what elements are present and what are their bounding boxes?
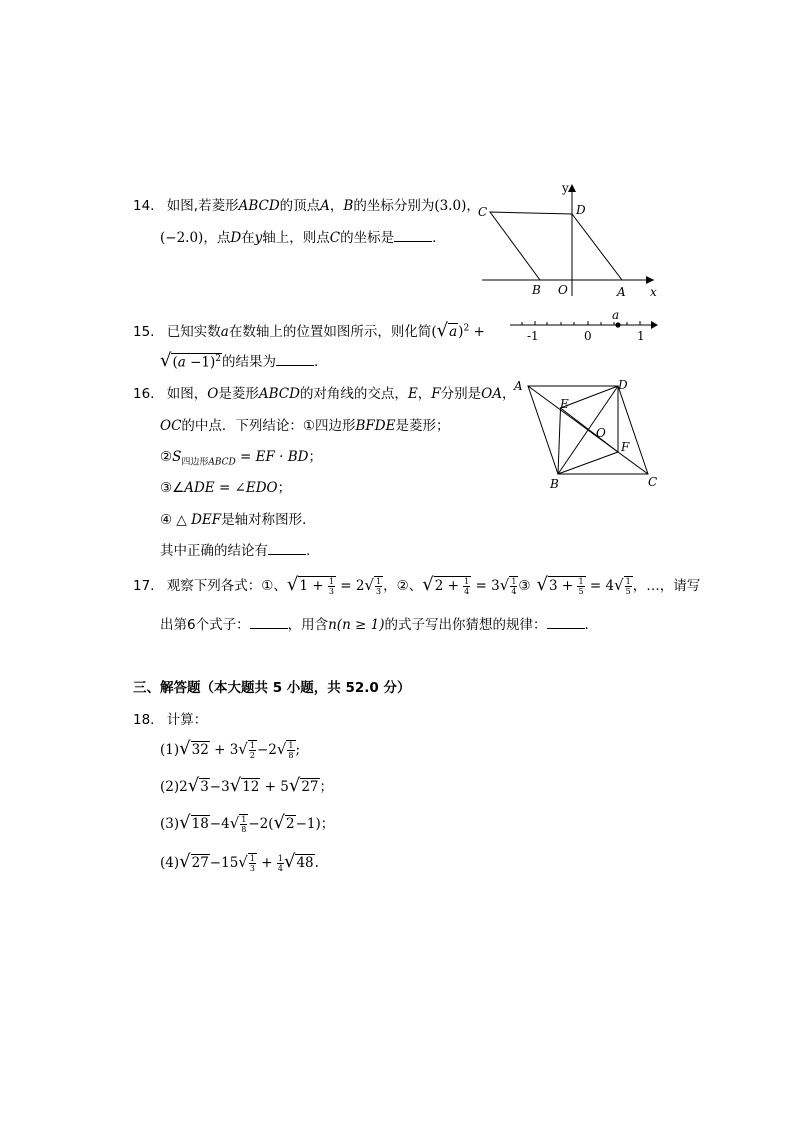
q16-bfde: BFDE bbox=[355, 418, 396, 434]
label-d: D bbox=[576, 203, 586, 217]
q15-answer-blank[interactable] bbox=[276, 353, 314, 366]
q15-expr1: $(√a)^2$ + bbox=[431, 320, 485, 341]
q14-answer-blank[interactable] bbox=[394, 229, 432, 242]
q16-text: ； bbox=[277, 480, 292, 496]
q16-item2-mark: ② bbox=[160, 449, 173, 465]
rhombus-abcd bbox=[490, 212, 622, 280]
q17-n: n bbox=[328, 617, 337, 633]
section3-title: 三、解答题（本大题共 5 小题，共 52.0 分） bbox=[133, 680, 411, 696]
q16-line2 bbox=[160, 414, 449, 434]
q16-sep: ， bbox=[417, 386, 432, 402]
q14-d: D bbox=[230, 230, 242, 246]
q17-item3-mark: ③ bbox=[518, 578, 531, 594]
q18-item2: (2)2√3−3√12 + 5√27； bbox=[160, 775, 334, 796]
q14-comma: ， bbox=[329, 198, 344, 214]
q15-text: 在数轴上的位置如图所示，则化简 bbox=[228, 324, 432, 340]
q16-text: 其中正确的结论有 bbox=[160, 543, 268, 559]
q18-item1: (1)√32 + 3√ $\frac{1}{2}$ −2√ $\frac{1}{8}$ ; bbox=[160, 738, 301, 760]
q17-cond: (n ≥ 1) bbox=[336, 617, 385, 633]
label-y: y bbox=[562, 181, 569, 195]
q18-title: 计算： bbox=[166, 712, 208, 728]
q16-s: S bbox=[172, 449, 182, 465]
q16-line1 bbox=[133, 382, 516, 402]
label-e: E bbox=[560, 397, 569, 411]
q16-def: DEF bbox=[191, 512, 222, 528]
q18-item-label: (4) bbox=[160, 855, 180, 871]
q18-heading bbox=[133, 708, 207, 728]
q16-text: 是菱形 bbox=[218, 386, 259, 402]
q15-a: a bbox=[220, 324, 229, 340]
q16-text: 的中点．下列结论：①四边形 bbox=[181, 418, 356, 434]
q16-item3-mark: ③∠ bbox=[160, 480, 185, 496]
q14-text: ，点 bbox=[203, 230, 231, 246]
q17-sep: ，②、 bbox=[383, 578, 423, 594]
q16-item4 bbox=[160, 508, 316, 528]
q18-item3: (3)√18−4√ $\frac{1}{8}$ −2(√2−1)； bbox=[160, 812, 335, 834]
q15-text: 已知实数 bbox=[166, 324, 221, 340]
q17-formula3: √3 + $\frac{1}{5}$ = 4√ $\frac{1}{5}$ bbox=[536, 574, 631, 596]
q15-period: . bbox=[314, 354, 319, 370]
q16-o: O bbox=[207, 386, 219, 402]
q18-item-label: (1) bbox=[160, 742, 180, 758]
q14-b: B bbox=[343, 198, 354, 214]
y-axis-arrow bbox=[568, 184, 576, 192]
q16-item2 bbox=[160, 445, 322, 468]
q14-y: y bbox=[254, 230, 263, 246]
q14-point-a: (3.0) bbox=[434, 198, 467, 214]
label-d: D bbox=[618, 378, 628, 392]
q14-text: 轴上，则点 bbox=[262, 230, 330, 246]
q16-e: E bbox=[407, 386, 418, 402]
q16-text: 的对角线的交点， bbox=[299, 386, 408, 402]
q15-number-line bbox=[506, 308, 662, 348]
label-c: C bbox=[648, 475, 658, 489]
q16-last bbox=[160, 539, 310, 559]
q15-number: 15. bbox=[133, 324, 155, 340]
q17-answer-blank-1[interactable] bbox=[250, 616, 288, 629]
tick-label-0: 0 bbox=[584, 329, 592, 343]
q16-s-sub: 四边形 bbox=[181, 457, 209, 468]
q18-item-label: (3) bbox=[160, 816, 180, 832]
q14-number: 14. bbox=[133, 198, 155, 214]
q17-answer-blank-2[interactable] bbox=[547, 616, 585, 629]
q16-diagram bbox=[508, 374, 668, 494]
q14-abcd: ABCD bbox=[238, 198, 280, 214]
q16-item2-eq: = EF · BD bbox=[235, 449, 309, 465]
q14-comma: ， bbox=[466, 198, 480, 214]
q14-text: 的顶点 bbox=[279, 198, 321, 214]
q14-text: 在 bbox=[241, 230, 255, 246]
label-c: C bbox=[478, 205, 488, 219]
label-a: A bbox=[514, 379, 523, 393]
q16-period: . bbox=[306, 543, 311, 559]
point-a bbox=[615, 322, 620, 327]
q17-period: . bbox=[584, 617, 589, 633]
q16-item4-mark: ④ △ bbox=[160, 512, 192, 528]
q16-item3-eq: ADE = ∠EDO bbox=[184, 480, 278, 496]
number-line-arrow bbox=[651, 321, 658, 329]
q17-text: 的式子写出你猜想的规律： bbox=[384, 617, 547, 633]
q17-line1 bbox=[133, 574, 700, 596]
q16-sep: ， bbox=[502, 386, 516, 402]
label-o: O bbox=[596, 426, 606, 440]
q17-text: ，…，请写 bbox=[632, 578, 701, 594]
segment-ef bbox=[561, 408, 619, 452]
q16-text: 分别是 bbox=[440, 386, 482, 402]
q14-text: 的坐标分别为 bbox=[353, 198, 435, 214]
x-axis-arrow bbox=[646, 276, 654, 284]
q15-text: 的结果为 bbox=[222, 354, 277, 370]
q14-text: 如图,若菱形 bbox=[166, 198, 239, 214]
q16-text: 如图， bbox=[166, 386, 208, 402]
label-a: a bbox=[612, 308, 620, 322]
q16-text: 是轴对称图形． bbox=[221, 512, 316, 528]
q17-line2 bbox=[160, 613, 589, 633]
label-o: O bbox=[558, 283, 568, 297]
q16-text: ； bbox=[308, 449, 322, 465]
label-b: B bbox=[550, 477, 559, 491]
q14-point-b: (−2.0) bbox=[160, 230, 204, 246]
label-a: A bbox=[617, 285, 626, 299]
q14-diagram bbox=[470, 178, 670, 300]
q15-line1 bbox=[133, 320, 485, 341]
q14-line1 bbox=[133, 194, 480, 214]
q17-text: 观察下列各式：①、 bbox=[166, 578, 287, 594]
tick-label-minus1: -1 bbox=[527, 329, 539, 343]
q14-line2 bbox=[160, 226, 436, 246]
q16-oc: OC bbox=[160, 418, 182, 434]
q16-oa: OA bbox=[481, 386, 502, 402]
q14-period: . bbox=[432, 230, 437, 246]
tick-label-1: 1 bbox=[637, 329, 645, 343]
q17-text: 出第6个式子： bbox=[160, 617, 250, 633]
q16-answer-blank[interactable] bbox=[268, 542, 306, 555]
q16-abcd: ABCD bbox=[258, 386, 300, 402]
label-x: x bbox=[650, 285, 657, 299]
q16-s-sub2: ABCD bbox=[208, 457, 236, 468]
q17-number: 17. bbox=[133, 578, 155, 594]
q16-item3 bbox=[160, 476, 291, 496]
q14-a: A bbox=[320, 198, 330, 214]
q15-line2 bbox=[160, 350, 318, 371]
q17-formula1: √1 + $\frac{1}{3}$ = 2√ $\frac{1}{3}$ bbox=[286, 574, 382, 596]
q15-expr2: $√(a -1)^2$ bbox=[160, 350, 222, 371]
q16-f: F bbox=[431, 386, 441, 402]
q14-text: 的坐标是 bbox=[340, 230, 395, 246]
label-f: F bbox=[621, 440, 630, 454]
q17-text: ，用含 bbox=[287, 617, 329, 633]
q18-item-label: (2) bbox=[160, 779, 180, 795]
q14-c: C bbox=[329, 230, 341, 246]
q18-item4: (4)√27−15√ $\frac{1}{3}$ + $\frac{1}{4}$ √48. bbox=[160, 851, 319, 873]
label-b: B bbox=[532, 283, 541, 297]
q17-formula2: √2 + $\frac{1}{4}$ = 3√ $\frac{1}{4}$ bbox=[422, 574, 517, 596]
q16-text: 是菱形； bbox=[395, 418, 450, 434]
q18-number: 18. bbox=[133, 712, 155, 728]
q16-number: 16. bbox=[133, 386, 155, 402]
